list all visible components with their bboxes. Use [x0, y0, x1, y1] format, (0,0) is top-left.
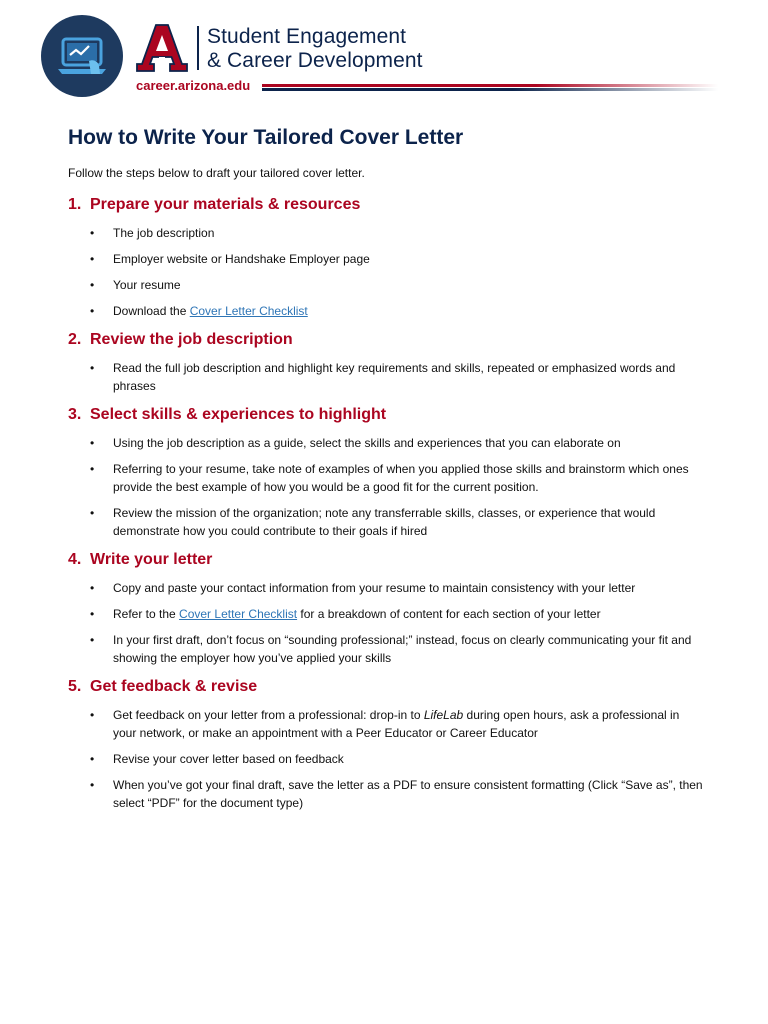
list-item — [68, 579, 703, 597]
item-text: In your first draft, don’t focus on “sounding professional;” instead, focus on clearly communicating your fit and showing the employer how you’ve applied your skills — [113, 633, 692, 665]
page-header — [0, 0, 768, 110]
item-text: Refer to the — [113, 607, 180, 621]
section-feedback — [68, 676, 708, 812]
bullet-list — [68, 706, 708, 812]
item-text: for a breakdown of content for each section of your letter — [297, 607, 601, 621]
cover-letter-checklist-link[interactable]: Cover Letter Checklist — [189, 304, 308, 318]
bullet-icon: • — [90, 607, 95, 621]
bullet-icon: • — [90, 633, 95, 647]
brand-name-line1: Student Engagement — [207, 25, 407, 48]
laptop-icon — [41, 15, 123, 97]
item-text: When you’ve got your final draft, save the letter as a PDF to ensure consistent formatting (Click “Save as”, then select “PDF” for the document type) — [113, 778, 703, 810]
list-item — [68, 302, 703, 320]
list-item — [68, 250, 703, 268]
list-item — [68, 750, 703, 768]
section-heading — [68, 676, 708, 698]
brand-divider — [197, 26, 199, 70]
item-text: during open hours, ask a professional in your network, or make an appointment with a Peer Educator or Career Educator — [113, 708, 680, 740]
section-prepare — [68, 194, 708, 320]
bullet-list — [68, 224, 708, 320]
list-item — [68, 504, 703, 540]
bullet-icon: • — [90, 752, 95, 766]
list-item — [68, 631, 703, 667]
section-heading — [68, 404, 708, 426]
item-text: Review the mission of the organization; note any transferrable skills, classes, or experience that would demonstrate how you could contribute to their goals if hired — [113, 506, 656, 538]
header-stripe-red — [262, 84, 718, 87]
section-number: 3. — [68, 406, 82, 423]
section-number: 4. — [68, 551, 82, 568]
item-text: The job description — [113, 226, 215, 240]
bullet-icon: • — [90, 708, 95, 722]
intro-text: Follow the steps below to draft your tailored cover letter. — [68, 166, 365, 180]
section-write-letter — [68, 549, 708, 667]
section-review — [68, 329, 708, 395]
list-item — [68, 359, 703, 395]
list-item — [68, 434, 703, 452]
brand-url[interactable]: career.arizona.edu — [136, 78, 251, 93]
section-heading — [68, 194, 708, 216]
career-logo-icon — [41, 15, 123, 97]
section-heading — [68, 329, 708, 351]
list-item — [68, 605, 703, 623]
section-number: 2. — [68, 331, 82, 348]
item-text: Employer website or Handshake Employer page — [113, 252, 370, 266]
bullet-icon: • — [90, 361, 95, 375]
section-title: Review the job description — [90, 331, 293, 348]
bullet-icon: • — [90, 304, 95, 318]
lifelab-name: LifeLab — [423, 708, 464, 722]
item-text: Referring to your resume, take note of examples of when you applied those skills and brainstorm which ones provide the best example of how you would be a good fit for the current position. — [113, 462, 689, 494]
section-select-skills — [68, 404, 708, 540]
section-heading — [68, 549, 708, 571]
section-title: Get feedback & revise — [90, 678, 258, 695]
item-text: Your resume — [113, 278, 181, 292]
bullet-icon: • — [90, 778, 95, 792]
list-item — [68, 460, 703, 496]
section-title: Write your letter — [90, 551, 213, 568]
item-text: Revise your cover letter based on feedback — [113, 752, 344, 766]
list-item — [68, 224, 703, 242]
header-stripe-navy — [262, 88, 718, 91]
section-title: Prepare your materials & resources — [90, 196, 361, 213]
bullet-icon: • — [90, 581, 95, 595]
section-title: Select skills & experiences to highlight — [90, 406, 387, 423]
item-text: Copy and paste your contact information from your resume to maintain consistency with your letter — [113, 581, 636, 595]
bullet-icon: • — [90, 462, 95, 476]
item-text: Download the — [113, 304, 190, 318]
bullet-icon: • — [90, 226, 95, 240]
brand-name-line2: & Career Development — [207, 49, 423, 72]
bullet-icon: • — [90, 436, 95, 450]
bullet-icon: • — [90, 252, 95, 266]
university-a-logo-icon — [136, 24, 188, 72]
bullet-list — [68, 434, 708, 540]
section-number: 1. — [68, 196, 82, 213]
section-number: 5. — [68, 678, 82, 695]
item-text: Read the full job description and highlight key requirements and skills, repeated or emphasized words and phrases — [113, 361, 676, 393]
cover-letter-checklist-link[interactable]: Cover Letter Checklist — [179, 607, 298, 621]
item-text: Using the job description as a guide, select the skills and experiences that you can elaborate on — [113, 436, 621, 450]
list-item — [68, 706, 703, 742]
list-item — [68, 276, 703, 294]
bullet-icon: • — [90, 278, 95, 292]
item-text: Get feedback on your letter from a professional: drop-in to — [113, 708, 424, 722]
document-body — [68, 122, 708, 812]
bullet-list — [68, 359, 708, 395]
list-item — [68, 776, 703, 812]
page-title: How to Write Your Tailored Cover Letter — [68, 126, 464, 149]
bullet-list — [68, 579, 708, 667]
bullet-icon: • — [90, 506, 95, 520]
